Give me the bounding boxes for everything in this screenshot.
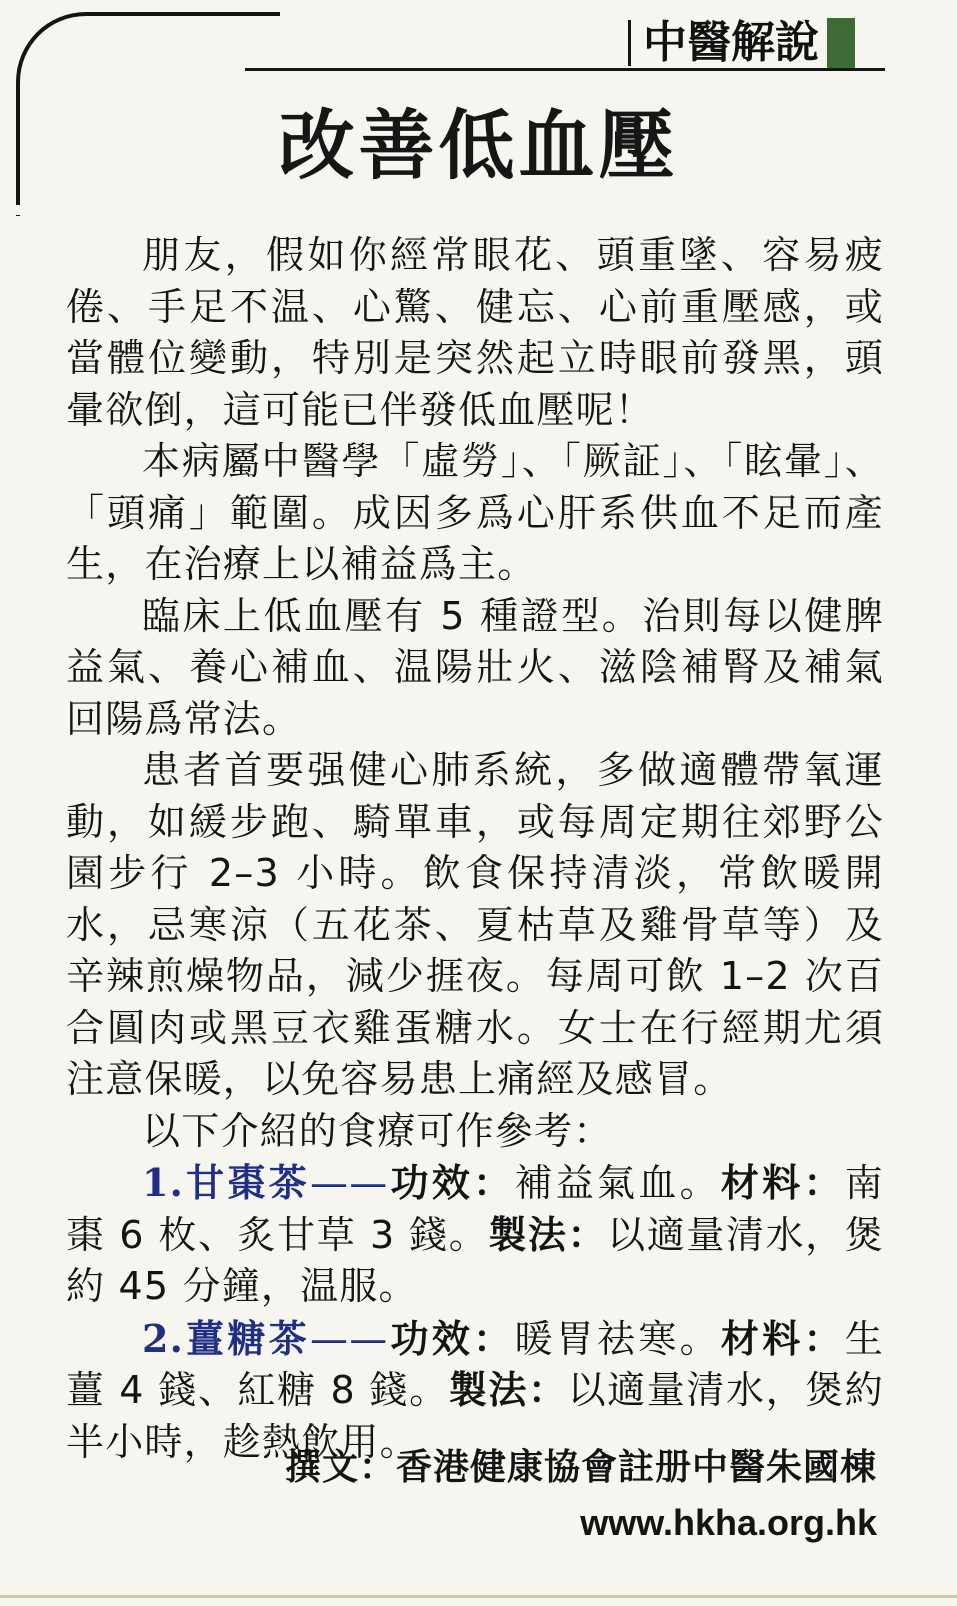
recipe-effect: 暖胃祛寒。: [514, 1316, 721, 1361]
recipe-material-label: 材料：: [720, 1161, 845, 1205]
recipe-method: 以適量清水，煲約半小時，趁熱飲用。: [66, 1368, 884, 1464]
paragraph: 臨床上低血壓有 5 種證型。治則每以健脾益氣、養心補血、温陽壯火、滋陰補腎及補氣回陽爲常法。: [66, 593, 884, 741]
recipe-dash: ——: [310, 1316, 389, 1361]
recipe-dash: ——: [310, 1161, 389, 1205]
recipe-material: 南棗 6 枚、炙甘草 3 錢。: [66, 1161, 884, 1257]
recipe-effect-label: 功效：: [388, 1316, 515, 1361]
recipe-material-label: 材料：: [720, 1316, 845, 1361]
article-body: [66, 230, 884, 1468]
paragraph: 朋友，假如你經常眼花、頭重墜、容易疲倦、手足不温、心驚、健忘、心前重壓感，或當體位變動，特別是突然起立時眼前發黑，頭暈欲倒，這可能已伴發低血壓呢！: [66, 233, 884, 432]
paragraph: 患者首要强健心肺系統，多做適體帶氧運動，如緩步跑、騎單車，或每周定期往郊野公園步行 2–3 小時。飲食保持清淡，常飲暖開水，忌寒涼（五花茶、夏枯草及雞骨草等）及辛辣煎燥物品，減少捱夜。每周可飲 1–2 次百合圓肉或黑豆衣雞蛋糖水。女士在行經期尤須注意保暖，以免容易患上痛經及感冒。: [66, 748, 884, 1101]
bottom-edge: [0, 1595, 957, 1598]
author-byline: 撰文：香港健康協會註册中醫朱國棟: [284, 1447, 877, 1488]
headline: 改善低血壓: [278, 101, 679, 190]
recipe-material: 生薑 4 錢、紅糖 8 錢。: [66, 1316, 884, 1412]
recipe-name: 1.甘棗茶: [142, 1160, 311, 1205]
recipe-name: 2.薑糖茶: [142, 1315, 311, 1361]
paragraph: 本病屬中醫學「虛勞」、「厥証」、「眩暈」、「頭痛」範圍。成因多爲心肝系供血不足而產生，在治療上以補益爲主。: [66, 439, 884, 586]
paragraph: 以下介紹的食療可作參考：: [142, 1108, 613, 1153]
recipe-effect-label: 功效：: [388, 1161, 515, 1205]
section-tag-label: 中醫解說: [643, 16, 819, 68]
recipe-item: [66, 1157, 884, 1313]
section-tag-divider: [628, 20, 631, 66]
recipe-effect: 補益氣血。: [514, 1161, 721, 1205]
recipe-method: 以適量清水，煲約 45 分鐘，温服。: [66, 1212, 884, 1308]
website-link[interactable]: www.hkha.org.hk: [580, 1502, 877, 1543]
recipe-item: [66, 1313, 884, 1469]
recipe-method-label: 製法：: [488, 1212, 608, 1257]
section-tag-color-block: [827, 18, 855, 68]
recipe-method-label: 製法：: [448, 1368, 568, 1412]
section-tag: [628, 15, 884, 70]
